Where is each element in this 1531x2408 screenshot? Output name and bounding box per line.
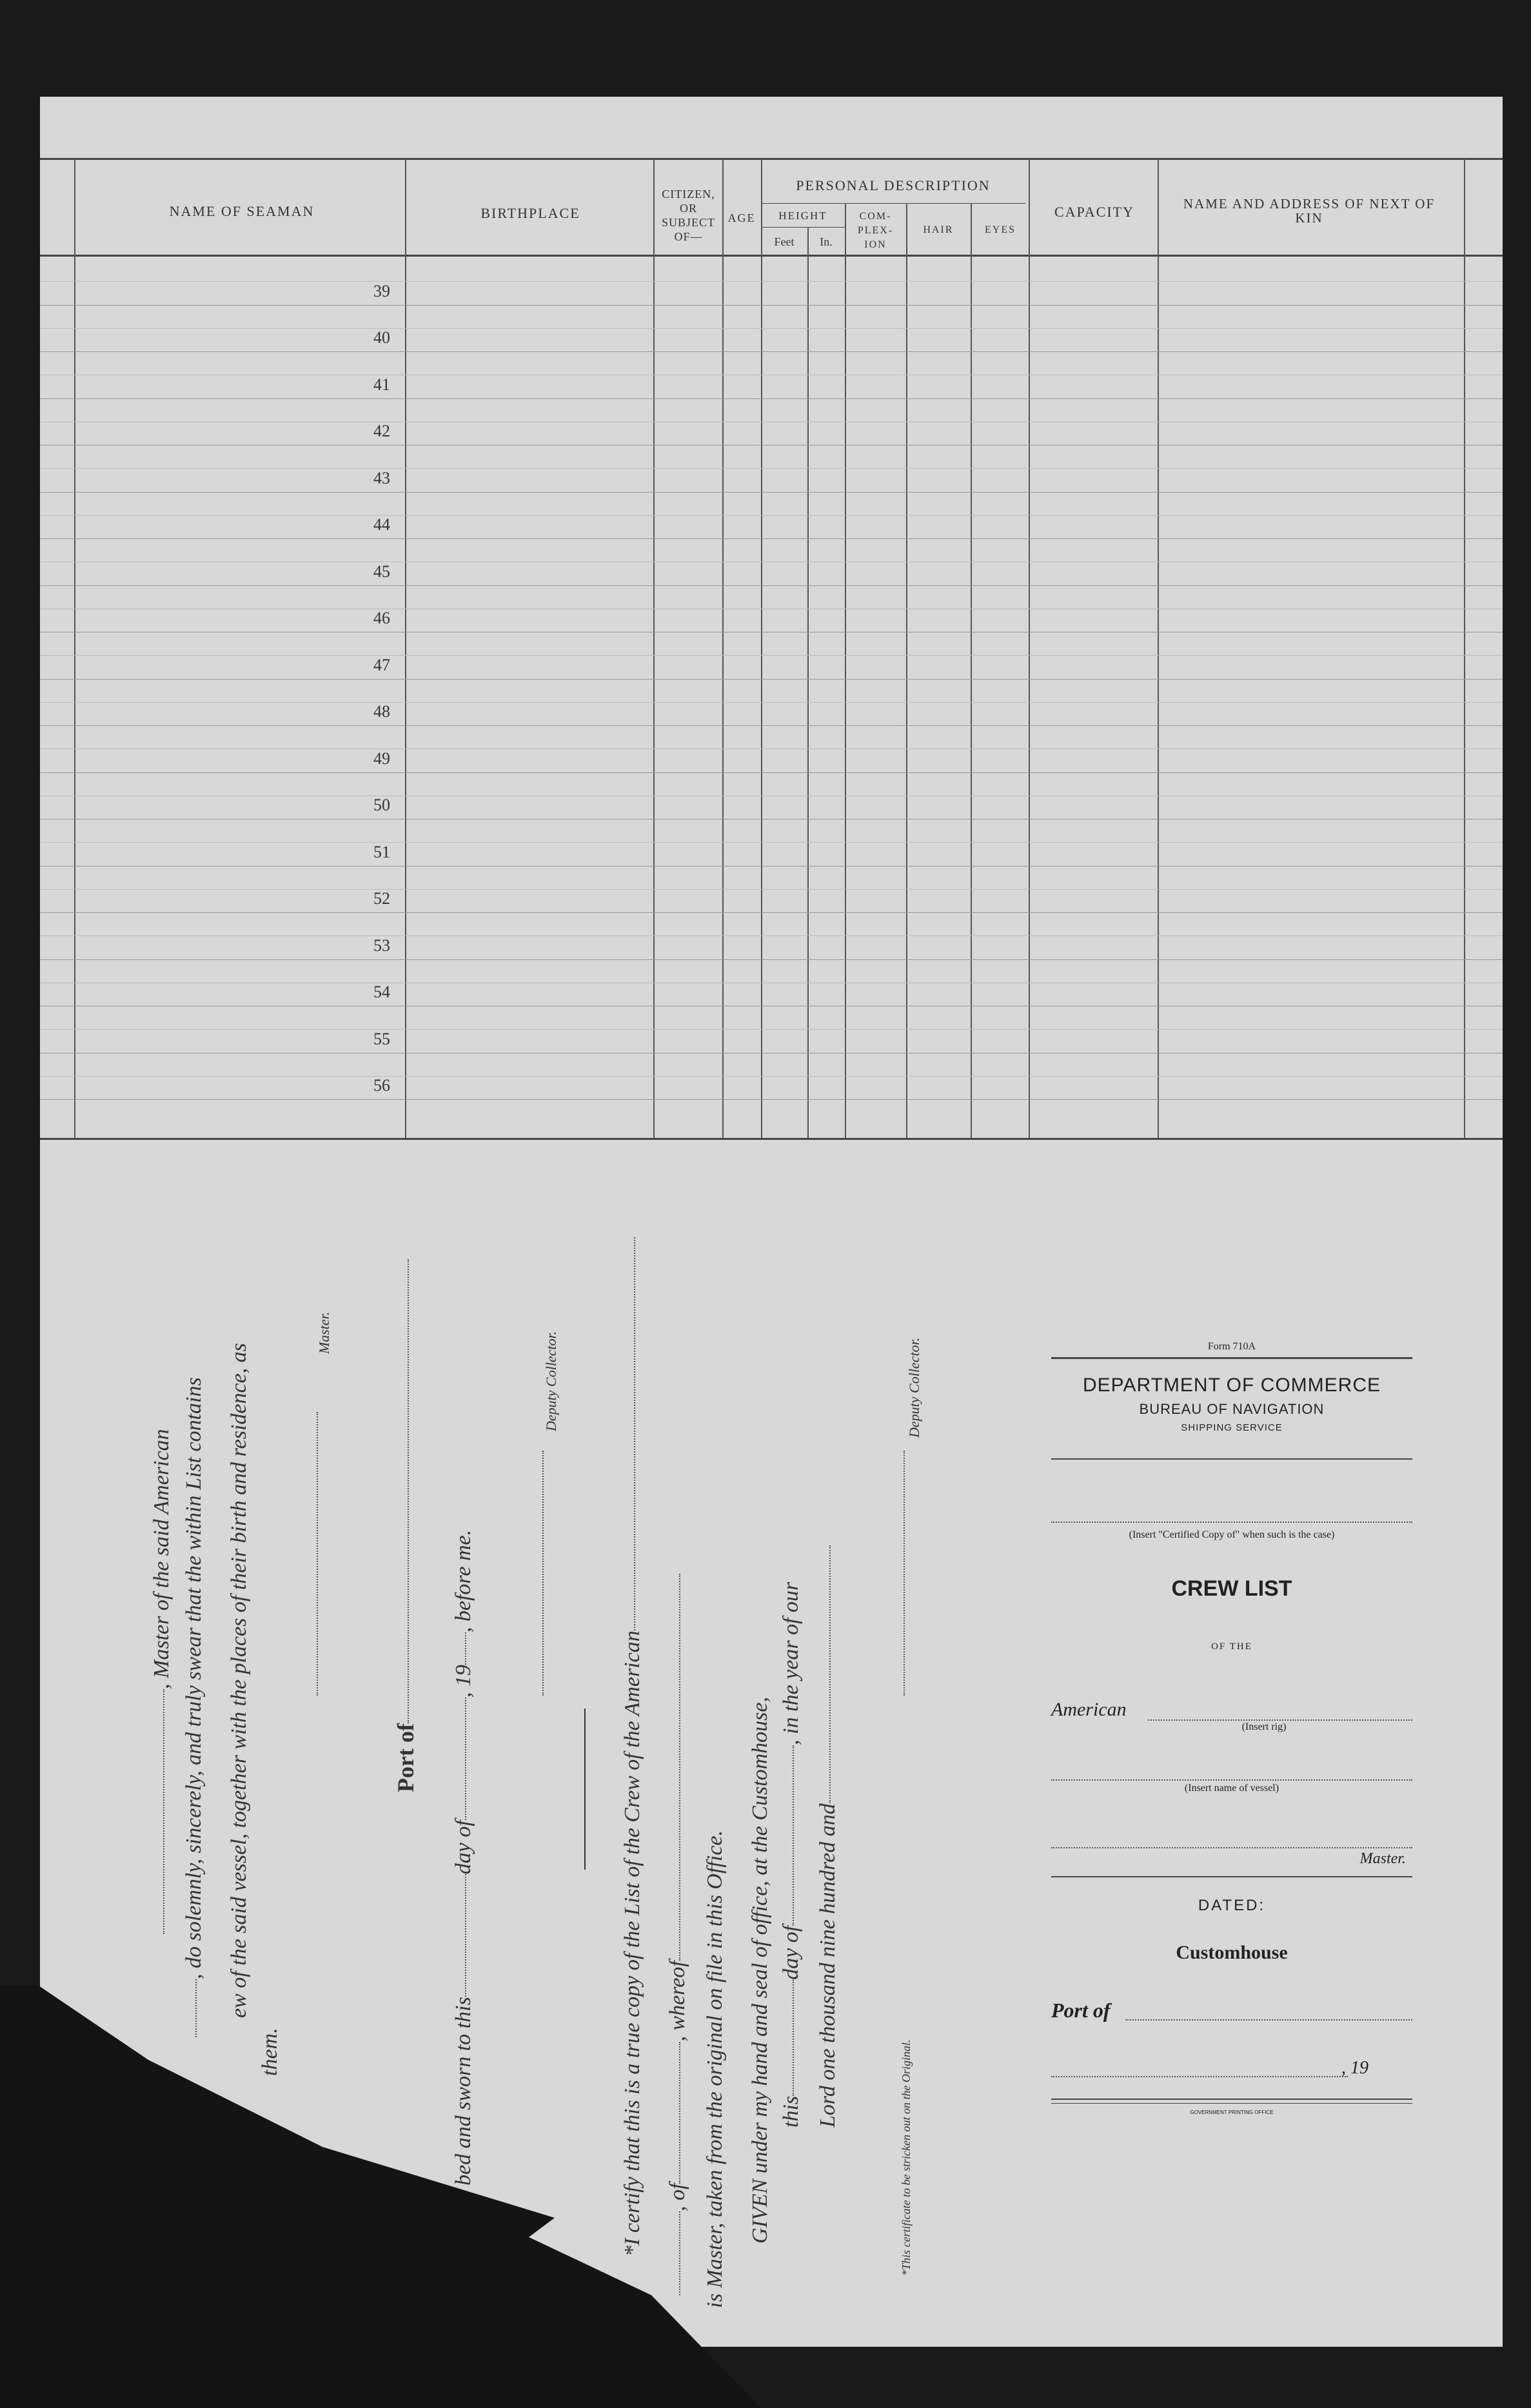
certificate-line-3: GIVEN under my hand and seal of office, at the Customhouse, bbox=[748, 1696, 772, 2244]
certificate-divider bbox=[584, 1708, 586, 1870]
table-row-subline bbox=[40, 935, 1503, 936]
header-feet: Feet bbox=[774, 235, 795, 248]
cover-rule bbox=[1051, 1357, 1412, 1359]
certificate-lord-line: Lord one thousand nine hundred and bbox=[816, 1545, 840, 2128]
table-row-subline bbox=[40, 1076, 1503, 1077]
row-number: 49 bbox=[373, 749, 390, 768]
cover-rule bbox=[1051, 1458, 1412, 1460]
cover-rule bbox=[1051, 2099, 1412, 2100]
insert-name-note: (Insert name of vessel) bbox=[1184, 1783, 1279, 1794]
table-row bbox=[40, 725, 1503, 726]
header-bottom-rule bbox=[40, 255, 1503, 257]
certified-copy-line bbox=[1051, 1522, 1412, 1523]
oath-line-4: them. bbox=[258, 2028, 282, 2076]
certified-copy-note: (Insert "Certified Copy of" when such is the case) bbox=[1129, 1529, 1335, 1540]
header-inches: In. bbox=[820, 235, 833, 248]
row-number: 53 bbox=[373, 935, 390, 955]
header-kin: NAME AND ADDRESS OF NEXT OF KIN bbox=[1183, 196, 1436, 226]
header-complexion: COM- PLEX- ION bbox=[857, 211, 894, 250]
table-bottom-rule bbox=[40, 1138, 1503, 1140]
rig-line bbox=[1148, 1719, 1412, 1721]
crew-list-title: CREW LIST bbox=[1171, 1576, 1292, 1601]
table-row bbox=[40, 492, 1503, 493]
header-age: AGE bbox=[727, 211, 756, 224]
row-number: 48 bbox=[373, 702, 390, 721]
customhouse-label: Customhouse bbox=[1176, 1942, 1288, 1963]
col-line bbox=[971, 203, 972, 1138]
table-row-subline bbox=[40, 328, 1503, 329]
certificate-line-1: *I certify that this is a true copy of the List of the Crew of the American bbox=[620, 1237, 645, 2256]
header-capacity: CAPACITY bbox=[1054, 204, 1134, 220]
table-row-subline bbox=[40, 889, 1503, 890]
table-row bbox=[40, 1099, 1503, 1100]
table-row-subline bbox=[40, 468, 1503, 469]
row-number: 50 bbox=[373, 796, 390, 814]
oath-port-label: Port of bbox=[392, 1259, 419, 1792]
table-row-subline bbox=[40, 842, 1503, 843]
of-the-label: OF THE bbox=[1211, 1641, 1252, 1652]
oath-line-1: , Master of the said American bbox=[150, 1429, 174, 1934]
table-row bbox=[40, 912, 1503, 913]
service-title: SHIPPING SERVICE bbox=[1181, 1422, 1283, 1433]
table-row bbox=[40, 772, 1503, 773]
certificate-this-line: thisday of, in the year of our bbox=[779, 1581, 803, 2128]
row-number: 42 bbox=[373, 422, 390, 440]
row-number: 41 bbox=[373, 375, 390, 394]
master-line bbox=[1051, 1847, 1412, 1848]
cover-rule bbox=[1051, 1876, 1412, 1877]
row-number: 47 bbox=[373, 655, 390, 674]
col-line bbox=[906, 203, 907, 1138]
row-number: 56 bbox=[373, 1076, 390, 1095]
printer-imprint: GOVERNMENT PRINTING OFFICE bbox=[1190, 2109, 1274, 2115]
header-top-rule bbox=[40, 158, 1503, 160]
table-row bbox=[40, 351, 1503, 352]
table-row-subline bbox=[40, 515, 1503, 516]
col-line bbox=[845, 203, 846, 1138]
row-number: 45 bbox=[373, 562, 390, 581]
header-eyes: EYES bbox=[985, 224, 1016, 235]
table-row-subline bbox=[40, 1029, 1503, 1030]
row-number: 39 bbox=[373, 281, 390, 300]
row-number: 43 bbox=[373, 468, 390, 487]
master-label: Master. bbox=[1359, 1850, 1406, 1867]
header-hair: HAIR bbox=[923, 224, 954, 235]
port-line bbox=[1125, 2019, 1412, 2021]
header-citizen: CITIZEN, OR SUBJECT OF— bbox=[661, 188, 716, 243]
height-rule bbox=[761, 227, 845, 228]
oath-sworn-line: bed and sworn to thisday of, 19, before me. bbox=[451, 1529, 475, 2186]
table-row bbox=[40, 305, 1503, 306]
certificate-line-2: is Master, taken from the original on file in this Office. bbox=[703, 1830, 727, 2308]
certificate-footnote: *This certificate to be stricken out on the Original. bbox=[900, 2039, 913, 2276]
bureau-title: BUREAU OF NAVIGATION bbox=[1139, 1401, 1325, 1417]
dated-label: DATED: bbox=[1198, 1897, 1266, 1914]
col-line bbox=[807, 227, 809, 1138]
vessel-line bbox=[1051, 1779, 1412, 1781]
row-number: 52 bbox=[373, 889, 390, 908]
oath-line-2: , do solemnly, sincerely, and truly swear that the within List contains bbox=[182, 1377, 206, 2037]
insert-rig-note: (Insert rig) bbox=[1241, 1721, 1287, 1732]
oath-line-3: ew of the said vessel, together with the places of their birth and residence, as bbox=[227, 1343, 251, 2018]
department-title: DEPARTMENT OF COMMERCE bbox=[1082, 1375, 1381, 1396]
table-row-subline bbox=[40, 655, 1503, 656]
oath-master-line bbox=[303, 1412, 328, 1696]
table-row bbox=[40, 585, 1503, 586]
row-number: 51 bbox=[373, 842, 390, 861]
table-row bbox=[40, 538, 1503, 539]
table-row bbox=[40, 959, 1503, 960]
row-number: 46 bbox=[373, 609, 390, 627]
header-name: NAME OF SEAMAN bbox=[169, 203, 315, 219]
oath-deputy-label: Deputy Collector. bbox=[543, 1331, 559, 1431]
oath-deputy-line bbox=[529, 1451, 553, 1696]
cover-rule bbox=[1051, 2103, 1412, 2104]
table-row bbox=[40, 398, 1503, 399]
row-number: 44 bbox=[373, 515, 390, 534]
header-birthplace: BIRTHPLACE bbox=[480, 205, 580, 221]
personal-rule bbox=[761, 203, 1025, 204]
row-number: 40 bbox=[373, 328, 390, 347]
row-number: 54 bbox=[373, 983, 390, 1001]
row-number: 55 bbox=[373, 1029, 390, 1048]
certificate-deputy-line bbox=[890, 1451, 914, 1696]
header-height: HEIGHT bbox=[778, 210, 827, 222]
port-of-label: Port of bbox=[1051, 1999, 1111, 2022]
form-number: Form 710A bbox=[1207, 1341, 1256, 1352]
table-row-subline bbox=[40, 702, 1503, 703]
oath-master-label: Master. bbox=[316, 1311, 332, 1354]
header-personal: PERSONAL DESCRIPTION bbox=[796, 177, 991, 193]
table-row bbox=[40, 679, 1503, 680]
certificate-of-line: , of, whereof bbox=[666, 1574, 690, 2295]
american-label: American bbox=[1051, 1699, 1127, 1720]
year-label: , 19 bbox=[1341, 2058, 1368, 2078]
certificate-deputy-label: Deputy Collector. bbox=[906, 1337, 922, 1438]
table-row-subline bbox=[40, 281, 1503, 282]
date-line bbox=[1051, 2076, 1348, 2077]
